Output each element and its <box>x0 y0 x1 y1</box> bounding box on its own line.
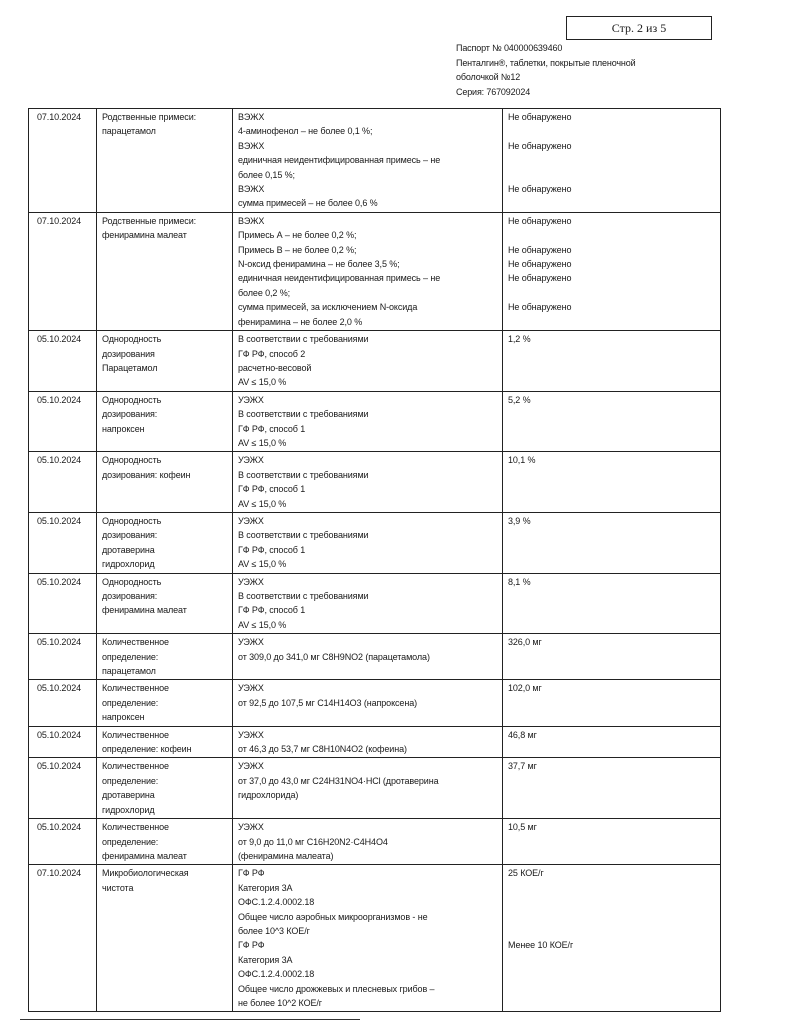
requirement-line: AV ≤ 15,0 % <box>238 437 287 448</box>
result-value: 10,1 % <box>508 455 536 466</box>
result-value <box>508 315 717 329</box>
requirement-line: сумма примесей, за исключением N-оксида <box>238 302 418 313</box>
test-name <box>97 512 233 573</box>
table-row <box>29 726 721 758</box>
test-name-line: определение: <box>102 651 159 662</box>
result-value: 102,0 мг <box>508 683 542 694</box>
requirement-line: AV ≤ 15,0 % <box>238 619 287 630</box>
requirement-line: 4-аминофенол – не более 0,1 %; <box>238 126 373 137</box>
test-name <box>97 331 233 392</box>
requirement-line: В соответствии с требованиями <box>238 409 369 420</box>
table-row <box>29 758 721 819</box>
requirement-line: расчетно-весовой <box>238 362 312 373</box>
test-name-line: напроксен <box>102 712 145 723</box>
test-name-line: фенирамина малеат <box>102 230 187 241</box>
result <box>503 865 721 1012</box>
test-name-line: Количественное <box>102 761 169 772</box>
requirement-line: ГФ РФ <box>238 868 265 879</box>
test-date: 07.10.2024 <box>29 109 97 213</box>
result-value <box>508 124 717 138</box>
result-value <box>508 909 717 923</box>
requirement-line: ГФ РФ, способ 1 <box>238 544 306 555</box>
page-number-box <box>566 16 712 40</box>
requirement <box>233 726 503 758</box>
result-value <box>508 953 717 967</box>
requirement <box>233 680 503 726</box>
table-row <box>29 819 721 865</box>
result <box>503 573 721 634</box>
requirement-line: УЭЖХ <box>238 515 264 526</box>
requirement-line: УЭЖХ <box>238 729 264 740</box>
result-value <box>508 924 717 938</box>
requirement-line: N-оксид фенирамина – не более 3,5 %; <box>238 259 400 270</box>
result-value: 5,2 % <box>508 394 531 405</box>
test-name-line: Количественное <box>102 822 169 833</box>
test-name-line: определение: <box>102 775 159 786</box>
requirement-line: Примесь В – не более 0,2 %; <box>238 244 357 255</box>
test-date: 05.10.2024 <box>29 819 97 865</box>
requirement <box>233 331 503 392</box>
result <box>503 758 721 819</box>
test-name-line: напроксен <box>102 423 145 434</box>
result <box>503 680 721 726</box>
result-value <box>508 967 717 981</box>
requirement-line: AV ≤ 15,0 % <box>238 498 287 509</box>
test-date: 05.10.2024 <box>29 452 97 513</box>
test-date: 05.10.2024 <box>29 391 97 452</box>
table-row <box>29 634 721 680</box>
requirement <box>233 634 503 680</box>
requirement-line: более 0,15 %; <box>238 169 295 180</box>
test-name-line: парацетамол <box>102 666 156 677</box>
requirement <box>233 452 503 513</box>
result <box>503 212 721 330</box>
test-name <box>97 109 233 213</box>
requirement-line: Общее число аэробных микроорганизмов - не <box>238 911 428 922</box>
requirement <box>233 391 503 452</box>
requirement-line: УЭЖХ <box>238 455 264 466</box>
requirement-line: В соответствии с требованиями <box>238 530 369 541</box>
requirement-line: (фенирамина малеата) <box>238 850 334 861</box>
requirement-line: фенирамина – не более 2,0 % <box>238 316 363 327</box>
test-name <box>97 865 233 1012</box>
requirement-line: не более 10^2 КОЕ/г <box>238 997 322 1008</box>
result-value <box>508 228 717 242</box>
requirement-line: В соответствии с требованиями <box>238 591 369 601</box>
document-header <box>456 41 756 99</box>
requirement-line: гидрохлорида) <box>238 790 299 801</box>
result <box>503 726 721 758</box>
result <box>503 331 721 392</box>
result-value: Не обнаружено <box>508 273 572 284</box>
requirement-line: ВЭЖХ <box>238 184 265 195</box>
test-date: 07.10.2024 <box>29 212 97 330</box>
test-name <box>97 452 233 513</box>
test-name-line: Родственные примеси: <box>102 112 197 122</box>
requirement-line: ОФС.1.2.4.0002.18 <box>238 969 315 980</box>
test-name-line: Родственные примеси: <box>102 215 197 226</box>
result-value: Не обнаружено <box>508 215 572 226</box>
test-name-line: дозирования: <box>102 530 158 541</box>
result-value <box>508 196 717 210</box>
test-name-line: Количественное <box>102 683 169 694</box>
requirement <box>233 573 503 634</box>
test-name-line: Однородность <box>102 394 162 405</box>
test-name-line: Количественное <box>102 637 169 648</box>
result-value: Не обнаружено <box>508 244 572 255</box>
table-row <box>29 109 721 213</box>
result <box>503 452 721 513</box>
test-name-line: Однородность <box>102 334 162 345</box>
requirement-line: более 0,2 %; <box>238 287 291 298</box>
requirement-line: ОФС.1.2.4.0002.18 <box>238 897 315 908</box>
test-name <box>97 819 233 865</box>
test-date: 05.10.2024 <box>29 634 97 680</box>
table-row <box>29 331 721 392</box>
requirement-line: единичная неидентифицированная примесь – не <box>238 155 441 166</box>
result-value <box>508 153 717 167</box>
requirement-line: ГФ РФ, способ 1 <box>238 484 306 495</box>
requirement-line: ВЭЖХ <box>238 140 265 151</box>
result-value: Менее 10 КОЕ/г <box>508 940 574 951</box>
test-name <box>97 726 233 758</box>
test-date: 05.10.2024 <box>29 758 97 819</box>
test-name-line: Однородность <box>102 515 162 526</box>
test-name-line: дозирования: <box>102 591 158 601</box>
test-name-line: определение: кофеин <box>102 744 192 755</box>
test-name-line: парацетамол <box>102 126 156 137</box>
test-name-line: дозирования <box>102 348 155 359</box>
test-name-line: Микробиологическая <box>102 868 189 879</box>
result <box>503 512 721 573</box>
table-row <box>29 391 721 452</box>
table-row <box>29 452 721 513</box>
test-date: 05.10.2024 <box>29 512 97 573</box>
requirement <box>233 758 503 819</box>
test-name-line: гидрохлорид <box>102 804 155 815</box>
result-value <box>508 168 717 182</box>
requirement-line: ВЭЖХ <box>238 215 265 226</box>
requirement-line: AV ≤ 15,0 % <box>238 559 287 570</box>
requirement-line: ГФ РФ <box>238 940 265 951</box>
test-date: 05.10.2024 <box>29 573 97 634</box>
passport-number: Паспорт № 040000639460 <box>456 43 563 53</box>
requirement-line: В соответствии с требованиями <box>238 469 369 480</box>
requirement-line: от 309,0 до 341,0 мг C8H9NO2 (парацетамола) <box>238 651 430 662</box>
test-name-line: определение: <box>102 697 159 708</box>
result-value <box>508 895 717 909</box>
result-value: 326,0 мг <box>508 637 542 648</box>
result-value: 3,9 % <box>508 515 531 526</box>
requirement <box>233 865 503 1012</box>
requirement-line: Примесь А – не более 0,2 %; <box>238 230 357 241</box>
test-name-line: Парацетамол <box>102 362 158 373</box>
test-name <box>97 758 233 819</box>
test-name <box>97 680 233 726</box>
result <box>503 634 721 680</box>
test-date: 05.10.2024 <box>29 726 97 758</box>
result-value <box>508 286 717 300</box>
requirement-line: УЭЖХ <box>238 637 264 648</box>
test-name-line: Однородность <box>102 455 162 466</box>
result <box>503 391 721 452</box>
test-name-line: дозирования: кофеин <box>102 469 191 480</box>
test-name <box>97 212 233 330</box>
requirement <box>233 109 503 213</box>
requirement-line: от 46,3 до 53,7 мг C8H10N4O2 (кофеина) <box>238 744 407 755</box>
requirement <box>233 512 503 573</box>
requirement-line: ГФ РФ, способ 2 <box>238 348 306 359</box>
result-value: Не обнаружено <box>508 302 572 313</box>
test-name-line: Количественное <box>102 729 169 740</box>
requirement-line: от 37,0 до 43,0 мг C24H31NO4·HCl (дротаверина <box>238 775 439 786</box>
requirement-line: Категория 3А <box>238 882 293 893</box>
result-value: Не обнаружено <box>508 183 572 194</box>
result-value <box>508 996 717 1010</box>
result-value: Не обнаружено <box>508 259 572 270</box>
table-row <box>29 865 721 1012</box>
result-value: 37,7 мг <box>508 761 537 772</box>
footer-divider <box>20 1019 360 1020</box>
result-value: 46,8 мг <box>508 729 537 740</box>
table-row <box>29 680 721 726</box>
batch-number: Серия: 767092024 <box>456 86 531 97</box>
test-name-line: дротаверина <box>102 790 155 801</box>
requirement-line: Общее число дрожжевых и плесневых грибов – <box>238 983 435 994</box>
requirement-line: В соответствии с требованиями <box>238 334 369 345</box>
product-form: оболочкой №12 <box>456 72 521 82</box>
result-value <box>508 981 717 995</box>
test-name <box>97 573 233 634</box>
requirement-line: УЭЖХ <box>238 576 264 587</box>
requirement-line: сумма примесей – не более 0,6 % <box>238 198 378 209</box>
test-results-table <box>28 108 721 1012</box>
test-name-line: дозирования: <box>102 409 158 420</box>
requirement-line: Категория 3А <box>238 954 293 965</box>
requirement-line: ГФ РФ, способ 1 <box>238 423 306 434</box>
result-value: 25 КОЕ/г <box>508 868 544 879</box>
test-name <box>97 634 233 680</box>
requirement-line: ГФ РФ, способ 1 <box>238 605 306 616</box>
requirement-line: единичная неидентифицированная примесь – не <box>238 273 441 284</box>
test-results-body <box>29 109 721 1012</box>
requirement-line: УЭЖХ <box>238 683 264 694</box>
test-date: 07.10.2024 <box>29 865 97 1012</box>
result <box>503 109 721 213</box>
test-date: 05.10.2024 <box>29 331 97 392</box>
table-row <box>29 212 721 330</box>
product-name: Пенталгин®, таблетки, покрытые пленочной <box>456 57 636 68</box>
requirement-line: УЭЖХ <box>238 822 264 833</box>
result-value: 10,5 мг <box>508 822 537 833</box>
test-name-line: чистота <box>102 882 134 893</box>
test-name-line: фенирамина малеат <box>102 605 187 616</box>
requirement-line: ВЭЖХ <box>238 112 265 122</box>
test-date: 05.10.2024 <box>29 680 97 726</box>
test-name-line: Однородность <box>102 576 162 587</box>
requirement-line: УЭЖХ <box>238 761 264 772</box>
requirement-line: УЭЖХ <box>238 394 264 405</box>
test-name-line: дротаверина <box>102 544 155 555</box>
requirement-line: более 10^3 КОЕ/г <box>238 925 310 936</box>
requirement-line: AV ≤ 15,0 % <box>238 377 287 388</box>
table-row <box>29 573 721 634</box>
test-name-line: гидрохлорид <box>102 559 155 570</box>
requirement-line: от 9,0 до 11,0 мг C16H20N2·C4H4O4 <box>238 836 388 847</box>
requirement <box>233 819 503 865</box>
test-name-line: определение: <box>102 836 159 847</box>
test-name <box>97 391 233 452</box>
result-value: 8,1 % <box>508 576 531 587</box>
test-name-line: фенирамина малеат <box>102 850 187 861</box>
result-value: Не обнаружено <box>508 112 572 122</box>
result-value <box>508 881 717 895</box>
page-number: Стр. 2 из 5 <box>611 20 667 35</box>
requirement <box>233 212 503 330</box>
result-value: 1,2 % <box>508 334 531 345</box>
requirement-line: от 92,5 до 107,5 мг C14H14O3 (напроксена) <box>238 697 417 708</box>
result <box>503 819 721 865</box>
table-row <box>29 512 721 573</box>
result-value: Не обнаружено <box>508 140 572 151</box>
